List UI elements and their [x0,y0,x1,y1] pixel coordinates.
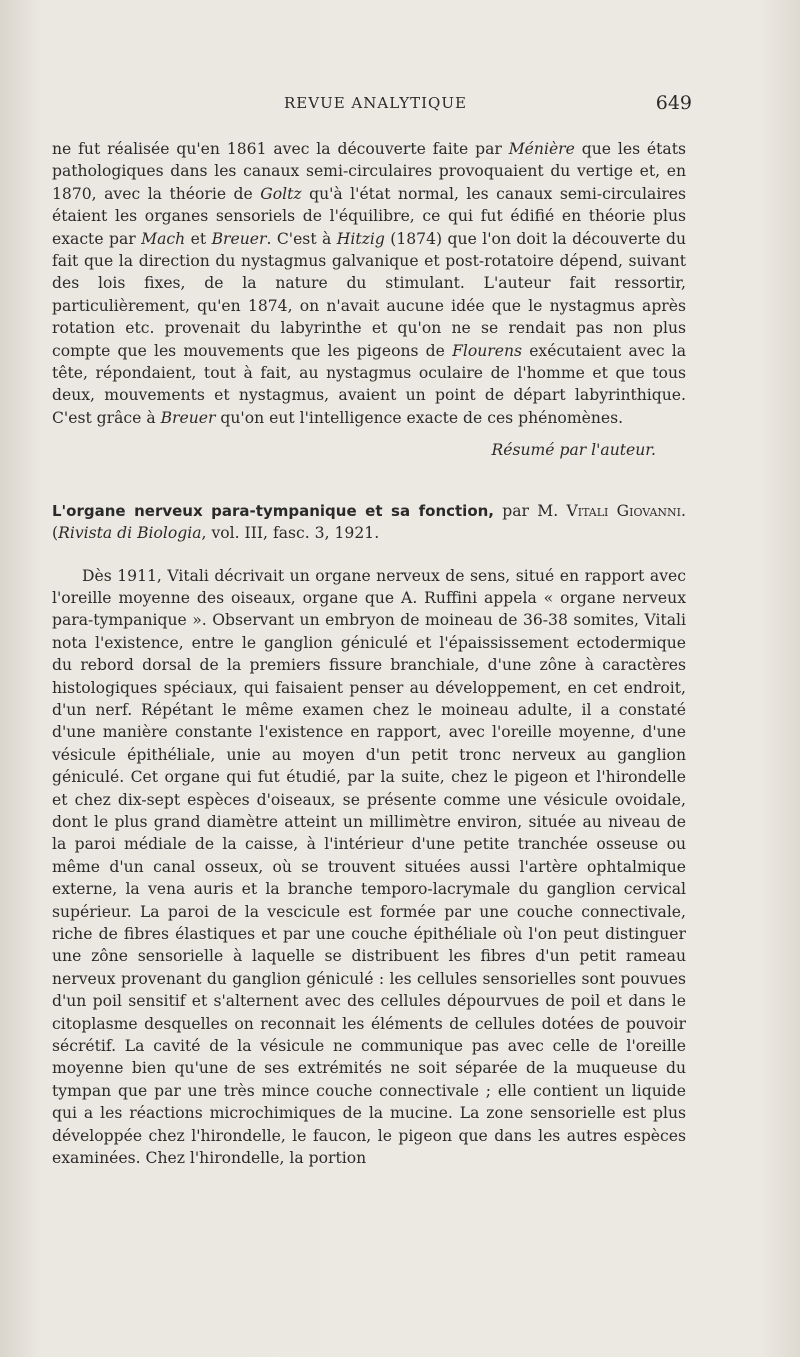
name-goltz: Goltz [260,184,302,203]
review2-body: Dès 1911, Vitali décrivait un organe nerveux de sens, situé en rapport avec l'oreille moyenne des oiseaux, organe que A. Ruffini appela « organe nerveux para-tympanique ». Observant un embryon de moineau de 36-38 somites, Vitali nota l'existence, entre le ganglion géniculé et l'épaississement ectodermique du rebord dorsal de la premiers fissure branchiale, d'une zône à caractères histologiques spéciaux, qui faisaient penser au développement, en cet endroit, d'un nerf. Répétant le même examen chez le moineau adulte, il a constaté d'une manière constante l'existence en rapport, avec l'oreille moyenne, d'une vésicule épithéliale, unie au moyen d'un petit tronc nerveux au ganglion géniculé. Cet organe qui fut étudié, par la suite, chez le pigeon et l'hirondelle et chez dix-sept espèces d'oiseaux, se présente comme une vésicule ovoidale, dont le plus grand diamètre atteint un millimètre environ, située au niveau de la paroi médiale de la caisse, à l'intérieur d'une petite tranchée osseuse ou même d'un canal osseux, où se trouvent situées aussi l'artère ophtalmique externe, la vena auris et la branche temporo-lacrymale du ganglion cervical supérieur. La paroi de la vescicule est formée par une couche connectivale, riche de fibres élastiques et par une couche épithéliale où l'on peut distinguer une zône sensorielle à laquelle se distribuent les fibres d'un petit rameau nerveux provenant du ganglion géniculé : les cellules sensorielles sont pouvues d'un poil sensitif et s'alternent avec des cellules dépourvues de poil et dans le citoplasme desquelles on reconnait les éléments de cellules dotées de pouvoir sécrétif. La cavité de la vésicule ne communique pas avec celle de l'oreille moyenne bien qu'une de ses extrémités ne soit séparée de la muqueuse du tympan que par une très mince couche connectivale ; elle contient un liquide qui a les réactions microchimiques de la mucine. La zone sensorielle est plus développée chez l'hirondelle, le faucon, le pigeon que dans les autres espèces examinées. Chez l'hirondelle, la portion [52,566,686,1168]
name-flourens: Flourens [452,341,523,360]
name-mach: Mach [141,229,186,248]
text-run: ( [52,524,59,543]
review1-paragraph [52,138,686,429]
text-run: (1874) que l'on doit la découverte du fait que la direction du nystagmus galvanique et post-rotatoire dépend, suivant des lois fixes, de la nature du stimulant. L'auteur fait ressortir, particulièrement, qu'en 1874, on n'avait aucune idée que le nystagmus après rotation etc. provenait du labyrinthe et qu'on ne se rendait pas non plus compte que les mouvements que les pigeons de [52,229,686,360]
name-breuer: Breuer [211,229,267,248]
text-run: ne fut réalisée qu'en 1861 avec la découverte faite par [52,140,509,158]
name-hitzig: Hitzig [336,229,385,248]
page-number: 649 [655,92,692,114]
review2-author: Vitali Giovanni. [566,501,686,520]
review2-source: , vol. III, fasc. 3, 1921. [201,524,380,543]
text-run: que les états pathologiques dans les canaux semi-circulaires provoquaient du vertige et, en 1870, avec la théorie de [52,140,686,203]
text-run: qu'on eut l'intelligence exacte de ces phénomènes. [215,408,624,427]
page-body [52,138,686,1169]
running-title: REVUE ANALYTIQUE [284,94,467,112]
review2-heading [52,500,686,545]
text-run: qu'à l'état normal, les canaux semi-circulaires étaient les organes sensoriels de l'équilibre, ce qui fut édifié en théorie plus exacte par [52,184,687,248]
review2-title: L'organe nerveux para-tympanique et sa fonction, [52,501,495,520]
text-run: exécutaient avec la tête, répondaient, tout à fait, au nystagmus oculaire de l'homme et que tous deux, mouvements et nystagmus, avaient un point de départ labyrinthique. C'est grâce à [52,341,686,427]
text-run: . C'est à [266,229,337,248]
name-breuer: Breuer [160,408,216,427]
text-run: et [185,229,212,248]
text-run: par M. [494,501,567,520]
page-header [52,92,692,118]
review1-signature: Résumé par l'auteur. [491,441,656,460]
name-menière: Ménière [508,140,575,158]
review2-journal: Rivista di Biologia [58,524,202,543]
